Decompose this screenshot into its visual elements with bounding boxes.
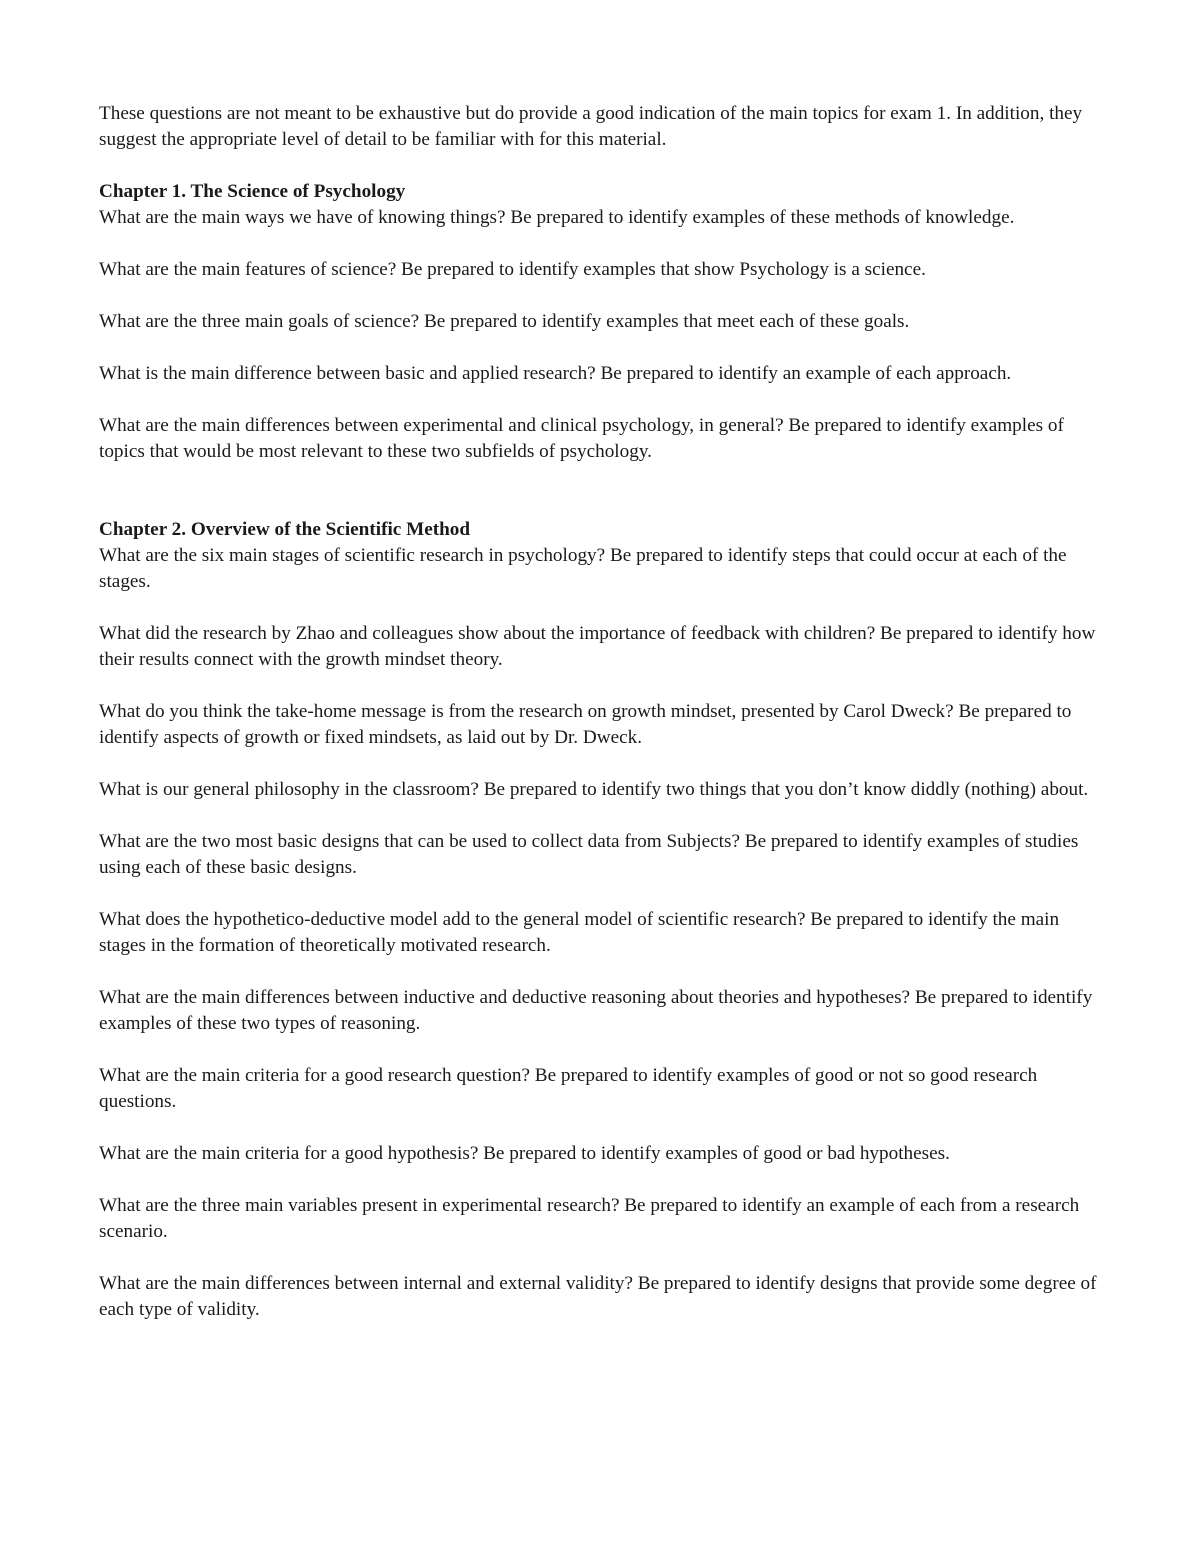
- chapter-1-question-4: What is the main difference between basic and applied research? Be prepared to identify an example of each approach.: [99, 363, 1012, 384]
- chapter-2-question-11: What are the main differences between internal and external validity? Be prepared to identify designs that provide some degree of each type of validity.: [99, 1273, 1097, 1320]
- chapter-1-question-3: What are the three main goals of science? Be prepared to identify examples that meet each of these goals.: [99, 311, 910, 332]
- chapter-2-question-1: What are the six main stages of scientific research in psychology? Be prepared to identify steps that could occur at each of the stages.: [99, 545, 1067, 592]
- document-page: [99, 101, 1109, 1349]
- chapter-2-question-10: What are the three main variables present in experimental research? Be prepared to identify an example of each from a research scenario.: [99, 1195, 1080, 1242]
- chapter-2-question-2: What did the research by Zhao and colleagues show about the importance of feedback with children? Be prepared to identify how their results connect with the growth mindset theory.: [99, 623, 1096, 670]
- chapter-2-section: [99, 517, 1109, 1323]
- chapter-1-question-2: What are the main features of science? Be prepared to identify examples that show Psychology is a science.: [99, 259, 926, 280]
- chapter-2-question-8: What are the main criteria for a good research question? Be prepared to identify examples of good or not so good research questions.: [99, 1065, 1038, 1112]
- chapter-2-question-7: What are the main differences between inductive and deductive reasoning about theories and hypotheses? Be prepared to identify examples of these two types of reasoning.: [99, 987, 1093, 1034]
- chapter-2-question-5: What are the two most basic designs that can be used to collect data from Subjects? Be prepared to identify examples of studies using each of these basic designs.: [99, 831, 1079, 878]
- chapter-1-heading: Chapter 1. The Science of Psychology: [99, 181, 406, 202]
- chapter-2-question-6: What does the hypothetico-deductive model add to the general model of scientific research? Be prepared to identify the main stages in the formation of theoretically motivated research.: [99, 909, 1060, 956]
- chapter-1-question-1: What are the main ways we have of knowing things? Be prepared to identify examples of these methods of knowledge.: [99, 207, 1015, 228]
- chapter-1-question-5: What are the main differences between experimental and clinical psychology, in general? Be prepared to identify examples of topics that would be most relevant to these two subfields of psychology.: [99, 415, 1064, 462]
- chapter-2-heading: Chapter 2. Overview of the Scientific Method: [99, 519, 471, 540]
- chapter-2-question-3: What do you think the take-home message is from the research on growth mindset, presented by Carol Dweck? Be prepared to identify aspects of growth or fixed mindsets, as laid out by Dr. Dweck.: [99, 701, 1072, 748]
- chapter-1-section: [99, 179, 1109, 465]
- chapter-2-question-4: What is our general philosophy in the classroom? Be prepared to identify two things that you don’t know diddly (nothing) about.: [99, 779, 1089, 800]
- intro-paragraph: These questions are not meant to be exhaustive but do provide a good indication of the main topics for exam 1. In addition, they suggest the appropriate level of detail to be familiar with for this material.: [99, 103, 1083, 150]
- chapter-2-question-9: What are the main criteria for a good hypothesis? Be prepared to identify examples of good or bad hypotheses.: [99, 1143, 950, 1164]
